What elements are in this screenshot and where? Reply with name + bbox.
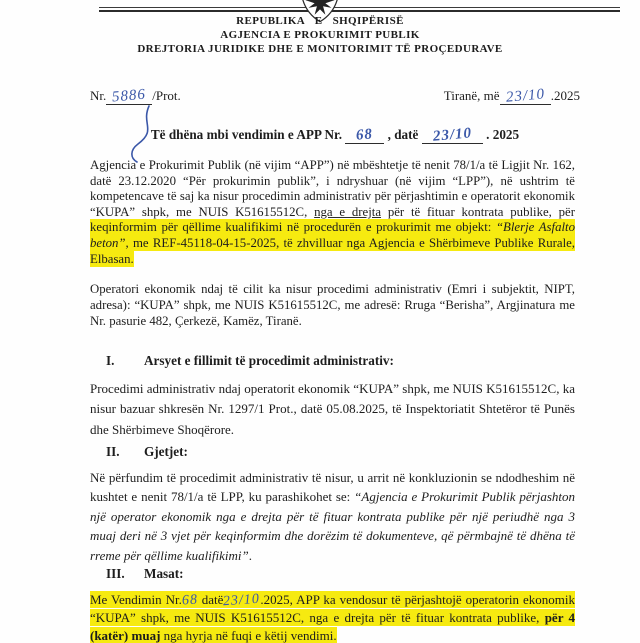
operator-paragraph: Operatori ekonomik ndaj të cilit ka nisur procedimi administrativ (Emri i subjektit, NIPT, adresa): “KUPA” shpk, me NUIS K51615512C, me adresë: Rruga “Berisha”, Argjinatura me Nr. pasurie 482, Çerkezë, Kamëz, Tiranë.: [90, 282, 575, 328]
title-nr-handwritten: 68: [355, 126, 374, 144]
title-lead: Të dhëna mbi vendimin e APP Nr.: [150, 127, 342, 142]
protocol-nr-handwritten: 5886: [111, 86, 147, 106]
intro-text-b: për të fituar kontrata publike, për: [381, 204, 575, 219]
letterhead-directorate: DREJTORIA JURIDIKE DHE E MONITORIMIT TË PROÇEDURAVE: [137, 43, 503, 55]
section-3-number: III.: [106, 566, 125, 582]
header-rule-thick: [99, 10, 620, 12]
protocol-prot-label: /Prot.: [152, 88, 181, 103]
title-tail: . 2025: [486, 127, 520, 142]
title-date-handwritten: 23/10: [432, 125, 473, 145]
section-3-title: Masat:: [144, 566, 184, 582]
section-2-heading: [90, 443, 575, 460]
protocol-nr-label: Nr.: [90, 88, 107, 103]
section-2-title: Gjetjet:: [144, 443, 188, 459]
protocol-row: [90, 88, 580, 105]
section-2-body-normal: Në përfundim të procedimit administrativ të nisur, u arrit në konkluzionin se ndodheshim në kushtet e nenit 78/1/a të LPP, ku parashikohet se:: [90, 469, 575, 505]
intro-highlight-lead: keqinformim për qëllime kualifikimi në procedurën e prokurimit me objekt:: [90, 220, 496, 235]
decision-mid2: .2025, APP ka vendosur të përjashtojë operatorin ekonomik “KUPA” shpk, me NUIS K51615512C, nga e drejta për të fituar kontrata publike,: [90, 592, 575, 626]
intro-highlight-tail: me REF-45118-04-15-2025, të zhvilluar nga Agjencia e Shërbimeve Publike Rurale, Elbasan.: [90, 235, 575, 266]
header-rule-thin: [99, 7, 620, 8]
section-3-heading: [90, 565, 575, 582]
section-1-body: Procedimi administrativ ndaj operatorit ekonomik “KUPA” shpk, me NUIS K51615512C, ka nisur bazuar shkresën Nr. 1297/1 Prot., datë 05.08.2025, të Inspektoriatit Shtetëror të Punës dhe Shërbimeve Shoqërore.: [90, 380, 575, 438]
protocol-nr-fill-line: [106, 86, 152, 106]
decision-date-handwritten: 23/10: [222, 592, 261, 610]
place-date-fill-line: [500, 86, 551, 106]
place-date-handwritten: 23/10: [504, 86, 546, 106]
intro-highlight-object-italic: “Blerje Asfalto beton”,: [90, 220, 575, 250]
place-date-year: .2025: [550, 88, 580, 103]
decision-tail: nga hyrja në fuqi e këtij vendimi.: [160, 628, 337, 643]
intro-paragraph: [90, 158, 575, 267]
decision-highlight: [90, 591, 575, 643]
place-date: [444, 88, 580, 105]
letterhead-agency: AGJENCIA E PROKURIMIT PUBLIK: [220, 29, 420, 41]
handwriting-flourish-stroke: [122, 104, 164, 166]
section-3-body: [90, 591, 575, 643]
title-date-fill-line: [422, 125, 483, 145]
document-body: [90, 158, 575, 643]
section-2-number: II.: [106, 443, 120, 459]
protocol-number: [90, 88, 181, 105]
place-date-label: Tiranë, më: [443, 88, 500, 103]
section-1-number: I.: [106, 352, 115, 368]
section-1-heading: [90, 352, 575, 369]
intro-text-a: Agjencia e Prokurimit Publik (në vijim “APP”) në mbështetje të nenit 78/1/a të Ligjit Nr. 162, datë 23.12.2020 “Për prokurimin publik”, i ndryshuar (në vijim “LPP”), në ushtrim të kompetencave të saj ka nisur procedimin administrativ për përjashtimin e operatorit ekonomik “KUPA” shpk, me NUIS K51615512C,: [90, 158, 575, 219]
section-1-title: Arsyet e fillimit të procedimit administrativ:: [144, 352, 394, 368]
decision-lead: Me Vendimin Nr.: [90, 592, 182, 608]
section-2-body: [90, 468, 575, 566]
decision-duration-bold: për 4 (katër) muaj: [90, 610, 575, 643]
intro-underlined-phrase: nga e drejta: [314, 204, 382, 219]
title-mid: , datë: [387, 127, 419, 142]
letterhead: [0, 14, 640, 56]
section-2-body-quote-italic: “Agjencia e Prokurimit Publik përjashton një operator ekonomik nga e drejta për të fituar kontrata publike për një periudhë nga 3 muaj deri në 3 vjet për keqinformim dhe dorëzim të dokumenteve, që përmbajnë të dhëna të rreme për qëllime kualifikimi”: [90, 489, 576, 563]
letterhead-republic: REPUBLIKA E SHQIPËRISË: [236, 15, 404, 27]
title-nr-fill-line: [345, 128, 384, 144]
decision-mid1: datë: [197, 592, 224, 608]
decision-nr-handwritten: 68: [181, 592, 199, 609]
section-2-body-end: .: [248, 547, 252, 563]
intro-highlight: [90, 219, 575, 266]
